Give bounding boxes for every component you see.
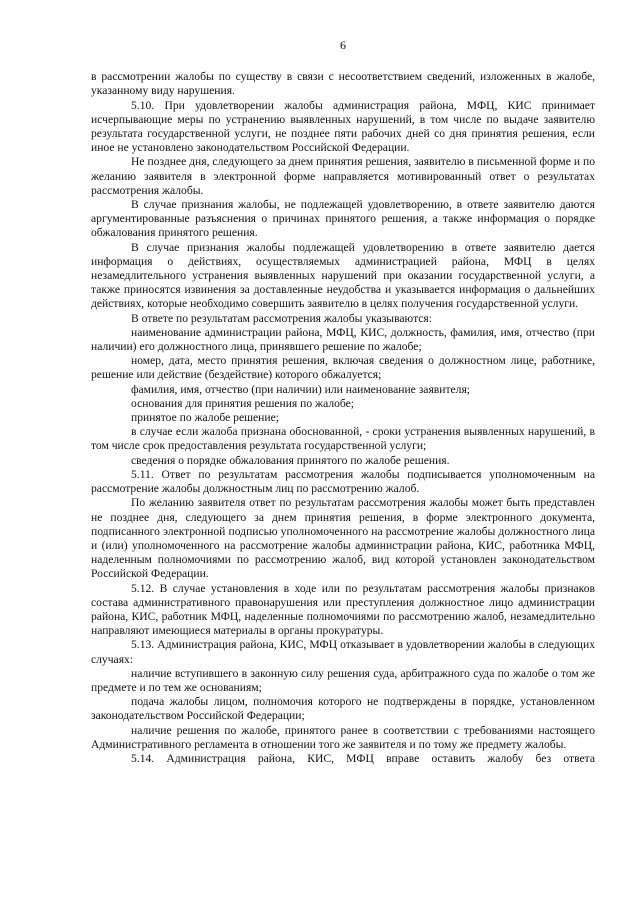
paragraph: сведения о порядке обжалования принятого по жалобе решения.	[131, 453, 450, 467]
paragraph: наличие вступившего в законную силу решения суда, арбитражного суда по жалобе о том же предмете и по тем же основаниям;	[91, 666, 595, 694]
document-page	[91, 38, 595, 766]
paragraph: принятое по жалобе решение;	[131, 411, 279, 425]
paragraph: В случае признания жалобы подлежащей удовлетворению в ответе заявителю дается информация о действиях, осуществляемых администрацией района, МФЦ в целях незамедлительного устранения выявленных нарушений при оказании государственной услуги, а также приносятся извинения за доставленные неудобства и указывается информация о дальнейших действиях, которые необходимо совершить заявителю в целях получения государственной услуги.	[91, 240, 595, 311]
document-body	[91, 70, 595, 766]
paragraph: По желанию заявителя ответ по результатам рассмотрения жалобы может быть представлен не позднее дня, следующего за днем принятия решения, в форме электронного документа, подписанного электронной подписью уполномоченного на рассмотрение жалобы должностного лица и (или) уполномоченного на рассмотрение жалобы администрации района, КИС, работника МФЦ, наделенным полномочиями по рассмотрению жалоб, вид которой установлен законодательством Российской Федерации.	[91, 496, 595, 581]
paragraph: в рассмотрении жалобы по существу в связи с несоответствием сведений, изложенных в жалобе, указанному виду нарушения.	[91, 70, 595, 98]
paragraph: подача жалобы лицом, полномочия которого не подтверждены в порядке, установленном законодательством Российской Федерации;	[91, 695, 595, 723]
paragraph: основания для принятия решения по жалобе;	[131, 396, 355, 410]
paragraph: наличие решения по жалобе, принятого ранее в соответствии с требованиями настоящего Административного регламента в отношении того же заявителя и по тому же предмету жалобы.	[91, 723, 595, 751]
paragraph: наименование администрации района, МФЦ, КИС, должность, фамилия, имя, отчество (при наличии) его должностного лица, принявшего решение по жалобе;	[91, 325, 595, 354]
paragraph: 5.12. В случае установления в ходе или по результатам рассмотрения жалобы признаков состава административного правонарушения или преступления должностное лицо администрации района, КИС, работник МФЦ, наделенные полномочиями по рассмотрению жалоб, незамедлительно направляют имеющиеся материалы в органы прокуратуры.	[91, 581, 595, 638]
paragraph: В ответе по результатам рассмотрения жалобы указываются:	[131, 311, 432, 325]
paragraph: 5.10. При удовлетворении жалобы администрация района, МФЦ, КИС принимает исчерпывающие меры по устранению выявленных нарушений, в том числе по выдаче заявителю результата государственной услуги, не позднее пяти рабочих дней со дня принятия решения, если иное не установлено законодательством Российской Федерации.	[91, 98, 595, 155]
paragraph: В случае признания жалобы, не подлежащей удовлетворению, в ответе заявителю даются аргументированные разъяснения о причинах принятого решения, а также информация о порядке обжалования принятого решения.	[91, 198, 595, 240]
paragraph: Не позднее дня, следующего за днем принятия решения, заявителю в письменной форме и по желанию заявителя в электронной форме направляется мотивированный ответ о результатах рассмотрения жалобы.	[91, 155, 595, 197]
paragraph: 5.13. Администрация района, КИС, МФЦ отказывает в удовлетворении жалобы в следующих случаях:	[91, 638, 595, 666]
paragraph: 5.14. Администрация района, КИС, МФЦ вправе оставить жалобу без ответа	[131, 751, 595, 765]
paragraph: в случае если жалоба признана обоснованной, - сроки устранения выявленных нарушений, в том числе срок предоставления результата государственной услуги;	[91, 425, 595, 453]
page-number: 6	[340, 38, 346, 52]
paragraph: фамилия, имя, отчество (при наличии) или наименование заявителя;	[131, 382, 471, 396]
paragraph: 5.11. Ответ по результатам рассмотрения жалобы подписывается уполномоченным на рассмотрение жалобы должностным лиц по рассмотрению жалоб.	[91, 467, 595, 496]
paragraph: номер, дата, место принятия решения, включая сведения о должностном лице, работнике, решение или действие (бездействие) которого обжалуется;	[91, 354, 595, 382]
